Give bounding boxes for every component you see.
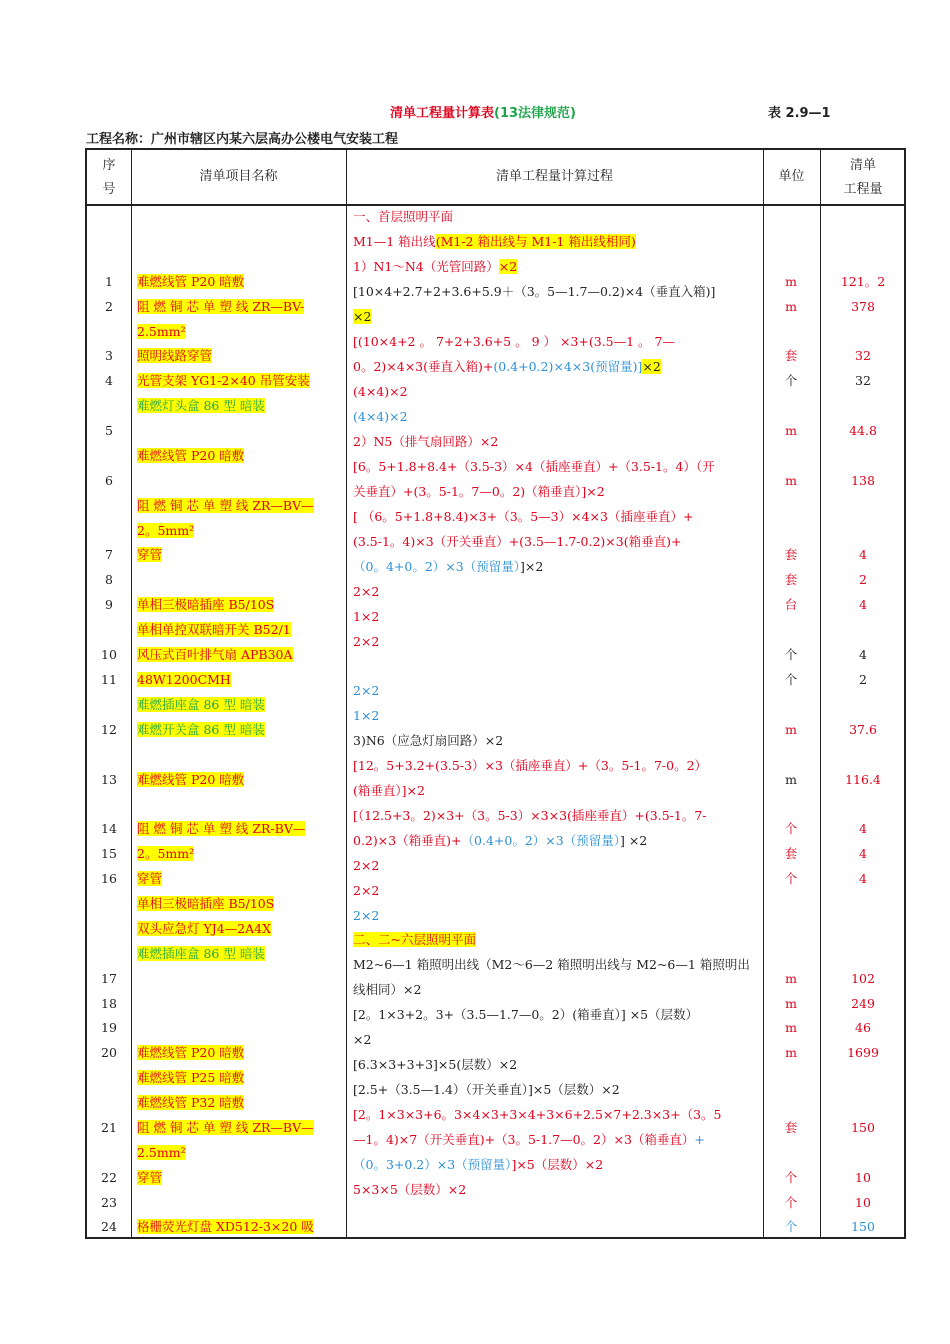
unit-cell: 套 <box>784 846 798 861</box>
item-name: 2。5mm² <box>137 523 195 538</box>
unit-cell: m <box>785 722 797 737</box>
unit-cell: 个 <box>784 821 798 836</box>
unit-cell: 个 <box>784 672 798 687</box>
row-number: 8 <box>105 572 113 587</box>
header-divider <box>87 204 904 206</box>
quantity-cell: 249 <box>851 996 875 1011</box>
row-number: 20 <box>101 1045 117 1060</box>
item-name: 难燃插座盒 86 型 暗装 <box>137 946 265 961</box>
calc-part: ] ×2 <box>619 833 648 848</box>
calc-line <box>353 230 636 254</box>
quantity-cell: 121。2 <box>840 274 886 289</box>
unit-cell: m <box>785 423 797 438</box>
row-number: 1 <box>105 274 113 289</box>
calc-part: （0。4+0。2）×3（预留量） <box>353 559 520 574</box>
item-name: 2.5mm² <box>137 324 186 339</box>
header-item-name: 清单项目名称 <box>199 169 278 184</box>
calc-part: + <box>694 1132 705 1147</box>
table-title <box>390 102 576 121</box>
quantity-cell: 44.8 <box>849 423 877 438</box>
row-number: 22 <box>101 1170 117 1185</box>
unit-cell: m <box>785 971 797 986</box>
unit-cell: m <box>785 1045 797 1060</box>
row-number: 5 <box>105 423 113 438</box>
table-title-main: 清单工程量计算表 <box>390 106 495 121</box>
calc-line: [(10×4+2 。 7+2+3.6+5 。 9 ） ×3+(3.5—1 。 7— <box>353 334 675 349</box>
item-name: 双头应急灯 YJ4—2A4X <box>137 921 272 936</box>
header-no-line1: 序 <box>102 158 116 173</box>
quantity-cell: 102 <box>851 971 875 986</box>
quantity-cell: 4 <box>859 597 867 612</box>
header-unit: 单位 <box>778 169 805 184</box>
item-name: 穿管 <box>137 871 163 886</box>
item-name: 单相三极暗插座 B5/10S <box>137 896 275 911</box>
quantity-cell: 32 <box>855 348 871 363</box>
item-name: 单相单控双联暗开关 B52/1 <box>137 622 291 637</box>
unit-cell: 套 <box>784 547 798 562</box>
quantity-cell: 32 <box>855 373 871 388</box>
calc-line: [12。5+3.2+(3.5-3）×3（插座垂直）+（3。5-1。7-0。2） <box>353 758 708 773</box>
item-name: 光管支架 YG1-2×40 吊管安装 <box>137 373 310 388</box>
unit-cell: 个 <box>784 647 798 662</box>
quantity-cell: 378 <box>851 299 875 314</box>
item-name: 风压式百叶排气扇 APB30A <box>137 647 293 662</box>
quantity-cell: 1699 <box>847 1045 879 1060</box>
row-number: 21 <box>101 1120 117 1135</box>
item-name: 难燃线管 P20 暗敷 <box>137 448 245 463</box>
quantity-cell: 2 <box>859 572 867 587</box>
calc-line <box>353 305 371 329</box>
calc-line <box>353 255 517 279</box>
calc-line: 5×3×5（层数）×2 <box>353 1182 467 1197</box>
row-number: 3 <box>105 348 113 363</box>
calc-line: [ （6。5+1.8+8.4)×3+（3。5—3）×4×3（插座垂直）+ <box>353 509 694 524</box>
header-quantity <box>820 154 906 202</box>
row-number: 2 <box>105 299 113 314</box>
calc-line <box>353 829 647 853</box>
quantity-cell: 4 <box>859 547 867 562</box>
item-name: 48W1200CMH <box>137 672 231 687</box>
calc-line: [（12.5+3。2)×3+（3。5-3）×3×3(插座垂直）+(3.5-1。7- <box>353 808 707 823</box>
row-number: 16 <box>101 871 117 886</box>
row-number: 7 <box>105 547 113 562</box>
calc-line: 1×2 <box>353 609 380 624</box>
unit-cell: m <box>785 274 797 289</box>
table-number: 表 2.9—1 <box>768 106 831 121</box>
quantity-cell: 138 <box>851 473 875 488</box>
item-name: 难燃线管 P32 暗敷 <box>137 1095 245 1110</box>
calc-part: 1）N1～N4（光管回路） <box>353 259 499 274</box>
row-number: 12 <box>101 722 117 737</box>
item-name: 单相三极暗插座 B5/10S <box>137 597 275 612</box>
calc-line: 2×2 <box>353 683 380 698</box>
column-divider <box>131 150 132 1237</box>
item-name: 阻 燃 铜 芯 单 塑 线 ZR—BV- <box>137 299 305 314</box>
calc-line: [6。5+1.8+8.4+（3.5-3）×4（插座垂直）+（3.5-1。4）（开 <box>353 459 715 474</box>
calc-line: 2×2 <box>353 634 380 649</box>
calc-line: 3)N6（应急灯扇回路）×2 <box>353 733 504 748</box>
item-name: 难燃线管 P20 暗敷 <box>137 274 245 289</box>
calc-line: (4×4)×2 <box>353 409 408 424</box>
quantity-cell: 4 <box>859 846 867 861</box>
calc-line <box>353 1128 705 1152</box>
calc-part: ]×5（层数）×2 <box>511 1157 604 1172</box>
quantity-cell: 4 <box>859 821 867 836</box>
calc-line: 2×2 <box>353 858 380 873</box>
unit-cell: 个 <box>784 373 798 388</box>
calc-part: 二、二~六层照明平面 <box>353 932 476 947</box>
calc-line: ×2 <box>353 1032 372 1047</box>
header-no-line2: 号 <box>102 182 116 197</box>
unit-cell: m <box>785 996 797 1011</box>
quantity-cell: 10 <box>855 1170 871 1185</box>
quantity-cell: 4 <box>859 871 867 886</box>
calc-line <box>353 355 661 379</box>
row-number: 11 <box>101 672 117 687</box>
quantity-table <box>85 148 906 1239</box>
quantity-cell: 2 <box>859 672 867 687</box>
item-name: 阻 燃 铜 芯 单 塑 线 ZR—BV— <box>137 1120 314 1135</box>
unit-cell: 套 <box>784 348 798 363</box>
item-name: 2。5mm² <box>137 846 195 861</box>
row-number: 19 <box>101 1020 117 1035</box>
row-number: 6 <box>105 473 113 488</box>
unit-cell: m <box>785 772 797 787</box>
item-name: 阻 燃 铜 芯 单 塑 线 ZR-BV— <box>137 821 306 836</box>
row-number: 18 <box>101 996 117 1011</box>
calc-line: [6.3×3+3+3]×5(层数）×2 <box>353 1057 518 1072</box>
calc-part: ×2 <box>353 309 372 324</box>
quantity-cell: 10 <box>855 1195 871 1210</box>
calc-line: [2。1×3+2。3+（3.5—1.7—0。2）(箱垂直）] ×5（层数） <box>353 1007 699 1022</box>
row-number: 24 <box>101 1219 117 1234</box>
item-name: 难燃灯头盒 86 型 暗装 <box>137 398 265 413</box>
item-name: 照明线路穿管 <box>137 348 213 363</box>
unit-cell: 套 <box>784 1120 798 1135</box>
calc-part: —1。4)×7（开关垂直)+（3。5-1.7—0。2）×3（箱垂直） <box>353 1132 695 1147</box>
project-name: 工程名称：广州市辖区内某六层高办公楼电气安装工程 <box>86 132 399 147</box>
item-name: 难燃线管 P25 暗敷 <box>137 1070 245 1085</box>
unit-cell: m <box>785 299 797 314</box>
unit-cell: 个 <box>784 1195 798 1210</box>
quantity-cell: 37.6 <box>849 722 877 737</box>
item-name: 2.5mm² <box>137 1145 186 1160</box>
row-number: 9 <box>105 597 113 612</box>
calc-part: 0.2)×3（箱垂直)+ <box>353 833 462 848</box>
calc-part: 0。2)×4×3(垂直入箱)+ <box>353 359 494 374</box>
unit-cell: 个 <box>784 1219 798 1234</box>
unit-cell: 个 <box>784 871 798 886</box>
calc-line: 一、首层照明平面 <box>353 209 454 224</box>
calc-line <box>353 555 543 579</box>
item-name: 难燃插座盒 86 型 暗装 <box>137 697 265 712</box>
header-calc-process: 清单工程量计算过程 <box>495 169 613 184</box>
unit-cell: m <box>785 1020 797 1035</box>
unit-cell: 套 <box>784 572 798 587</box>
item-name: 穿管 <box>137 1170 163 1185</box>
calc-line <box>353 928 476 952</box>
quantity-cell: 150 <box>851 1219 875 1234</box>
calc-line: 2×2 <box>353 584 380 599</box>
calc-line: 关垂直）+(3。5-1。7—0。2)（箱垂直）]×2 <box>353 484 605 499</box>
item-name: 难燃开关盒 86 型 暗装 <box>137 722 265 737</box>
calc-line: [2。1×3×3+6。3×4×3+3×4+3×6+2.5×7+2.3×3+（3。5 <box>353 1107 722 1122</box>
row-number: 14 <box>101 821 117 836</box>
unit-cell: 台 <box>784 597 798 612</box>
table-title-law: (13法律规范) <box>494 106 576 121</box>
item-name: 穿管 <box>137 547 163 562</box>
item-name: 难燃线管 P20 暗敷 <box>137 772 245 787</box>
calc-line: 2×2 <box>353 908 380 923</box>
calc-line: 2）N5（排气扇回路）×2 <box>353 434 499 449</box>
row-number: 13 <box>101 772 117 787</box>
item-name: 阻 燃 铜 芯 单 塑 线 ZR—BV— <box>137 498 314 513</box>
calc-line: (3.5-1。4)×3（开关垂直）+(3.5—1.7-0.2)×3(箱垂直)+ <box>353 534 682 549</box>
header-no <box>87 154 131 202</box>
item-name: 难燃线管 P20 暗敷 <box>137 1045 245 1060</box>
row-number: 4 <box>105 373 113 388</box>
calc-part: M1—1 箱出线 <box>353 234 436 249</box>
unit-cell: 个 <box>784 1170 798 1185</box>
header-qty-line2: 工程量 <box>843 182 883 197</box>
calc-part: (M1-2 箱出线与 M1-1 箱出线相同) <box>435 234 636 249</box>
row-number: 17 <box>101 971 117 986</box>
calc-part: (0.4+0.2)×4×3(预留量)] <box>493 359 643 374</box>
calc-line: 2×2 <box>353 883 380 898</box>
calc-part: ×2 <box>498 259 518 274</box>
quantity-cell: 4 <box>859 647 867 662</box>
column-divider <box>346 150 347 1237</box>
calc-part: （0。3+0.2）×3（预留量） <box>353 1157 512 1172</box>
header-qty-line1: 清单 <box>849 158 876 173</box>
row-number: 15 <box>101 846 117 861</box>
calc-line: (箱垂直）]×2 <box>353 783 425 798</box>
calc-line: 1×2 <box>353 708 380 723</box>
calc-part: ×2 <box>642 359 661 374</box>
calc-line: 线相同）×2 <box>353 982 422 997</box>
quantity-cell: 150 <box>851 1120 875 1135</box>
row-number: 23 <box>101 1195 117 1210</box>
quantity-cell: 46 <box>855 1020 871 1035</box>
row-number: 10 <box>101 647 117 662</box>
calc-part: ]×2 <box>519 559 544 574</box>
calc-line <box>353 1153 603 1177</box>
calc-part: （0.4+0。2）×3（预留量） <box>461 833 620 848</box>
calc-line: (4×4)×2 <box>353 384 408 399</box>
unit-cell: m <box>785 473 797 488</box>
calc-line: M2~6—1 箱照明出线（M2～6—2 箱照明出线与 M2~6—1 箱照明出 <box>353 957 750 972</box>
calc-line: [2.5+（3.5—1.4）（开关垂直）]×5（层数）×2 <box>353 1082 620 1097</box>
quantity-cell: 116.4 <box>845 772 881 787</box>
item-name: 格栅荧光灯盘 XD512-3×20 吸 <box>137 1219 314 1234</box>
calc-line: [10×4+2.7+2+3.6+5.9＋（3。5—1.7—0.2)×4（垂直入箱)] <box>353 284 716 299</box>
